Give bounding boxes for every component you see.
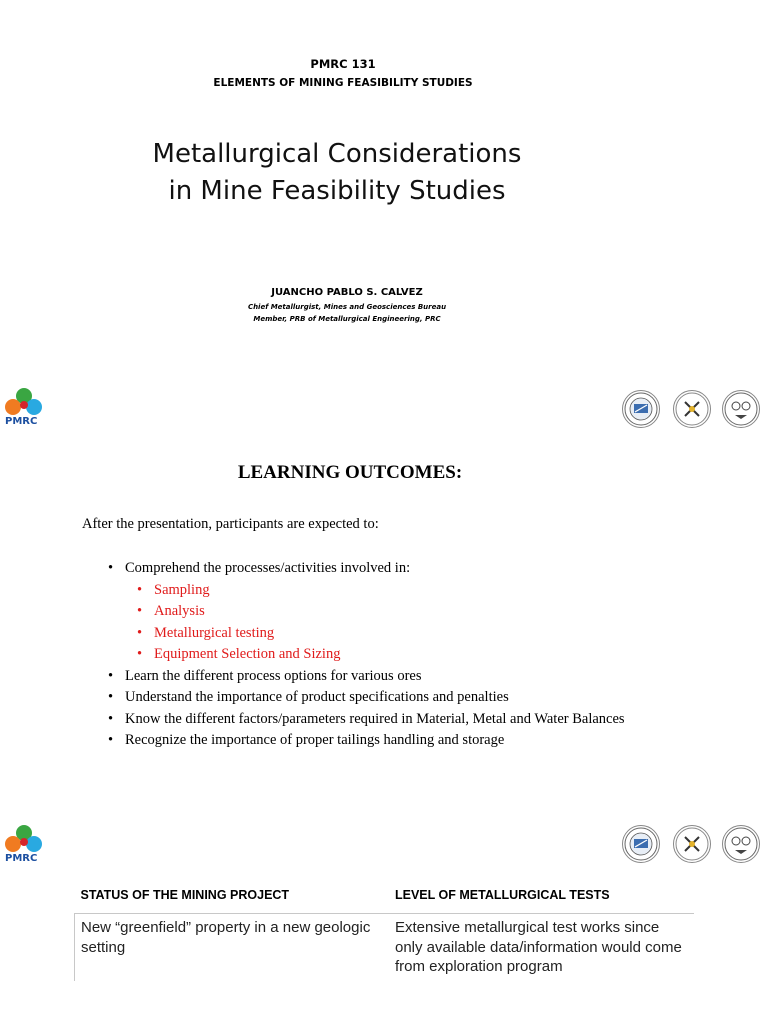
mgb-seal-icon [622,390,660,428]
metallurgical-tests-slide [0,820,768,1024]
intro-text: After the presentation, participants are expected to: [82,516,379,532]
author-affiliation-2: Member, PRB of Metallurgical Engineering, PRC [253,315,441,323]
list-item: • Know the different factors/parameters required in Material, Metal and Water Balances [108,709,708,731]
course-title: ELEMENTS OF MINING FEASIBILITY STUDIES [213,77,473,89]
logo-circle-orange [5,399,21,415]
table-header-row [75,883,695,914]
list-item: • Learn the different process options for various ores [108,666,708,688]
course-code: PMRC 131 [310,57,376,71]
outcome-text: Comprehend the processes/activities involved in: [125,560,411,576]
title-slide [0,0,768,440]
author-name: JUANCHO PABLO S. CALVEZ [271,287,423,298]
pmrc-logo [2,388,48,434]
logo-circle-blue [26,399,42,415]
sub-list-item: • Analysis [137,601,708,623]
column-header-level: LEVEL OF METALLURGICAL TESTS [389,883,694,914]
sub-list-item: • Sampling [137,580,708,602]
learning-outcomes-title: LEARNING OUTCOMES: [237,462,463,483]
table-cell: Extensive metallurgical test works since only available data/information would come from exploration program [389,914,694,981]
list-item [108,558,708,666]
list-item: • Understand the importance of product specifications and penalties [108,687,708,709]
list-item: • Recognize the importance of proper tailings handling and storage [108,730,708,752]
outcomes-list [108,558,708,752]
sub-list-item: • Equipment Selection and Sizing [137,644,708,666]
author-affiliation-1: Chief Metallurgist, Mines and Geosciences Bureau [247,303,447,311]
column-header-status: STATUS OF THE MINING PROJECT [75,883,390,914]
learning-outcomes-slide [0,440,768,864]
title-line-1: Metallurgical Considerations [152,139,522,169]
sub-list-item: • Metallurgical testing [137,623,708,645]
logo-circle-red [20,401,28,409]
title-line-2: in Mine Feasibility Studies [168,176,506,206]
table-row [75,914,695,981]
pmrc-logo-text: PMRC [5,416,38,427]
pmrc-logo-text: PMRC [5,853,38,864]
presentation-title [0,136,674,210]
partner-seals [622,390,762,430]
mining-society-seal-icon [673,390,711,428]
metallurgy-society-seal-icon [722,390,760,428]
process-sublist [125,580,708,666]
table-cell: New “greenfield” property in a new geologic setting [75,914,390,981]
status-table [74,883,694,981]
